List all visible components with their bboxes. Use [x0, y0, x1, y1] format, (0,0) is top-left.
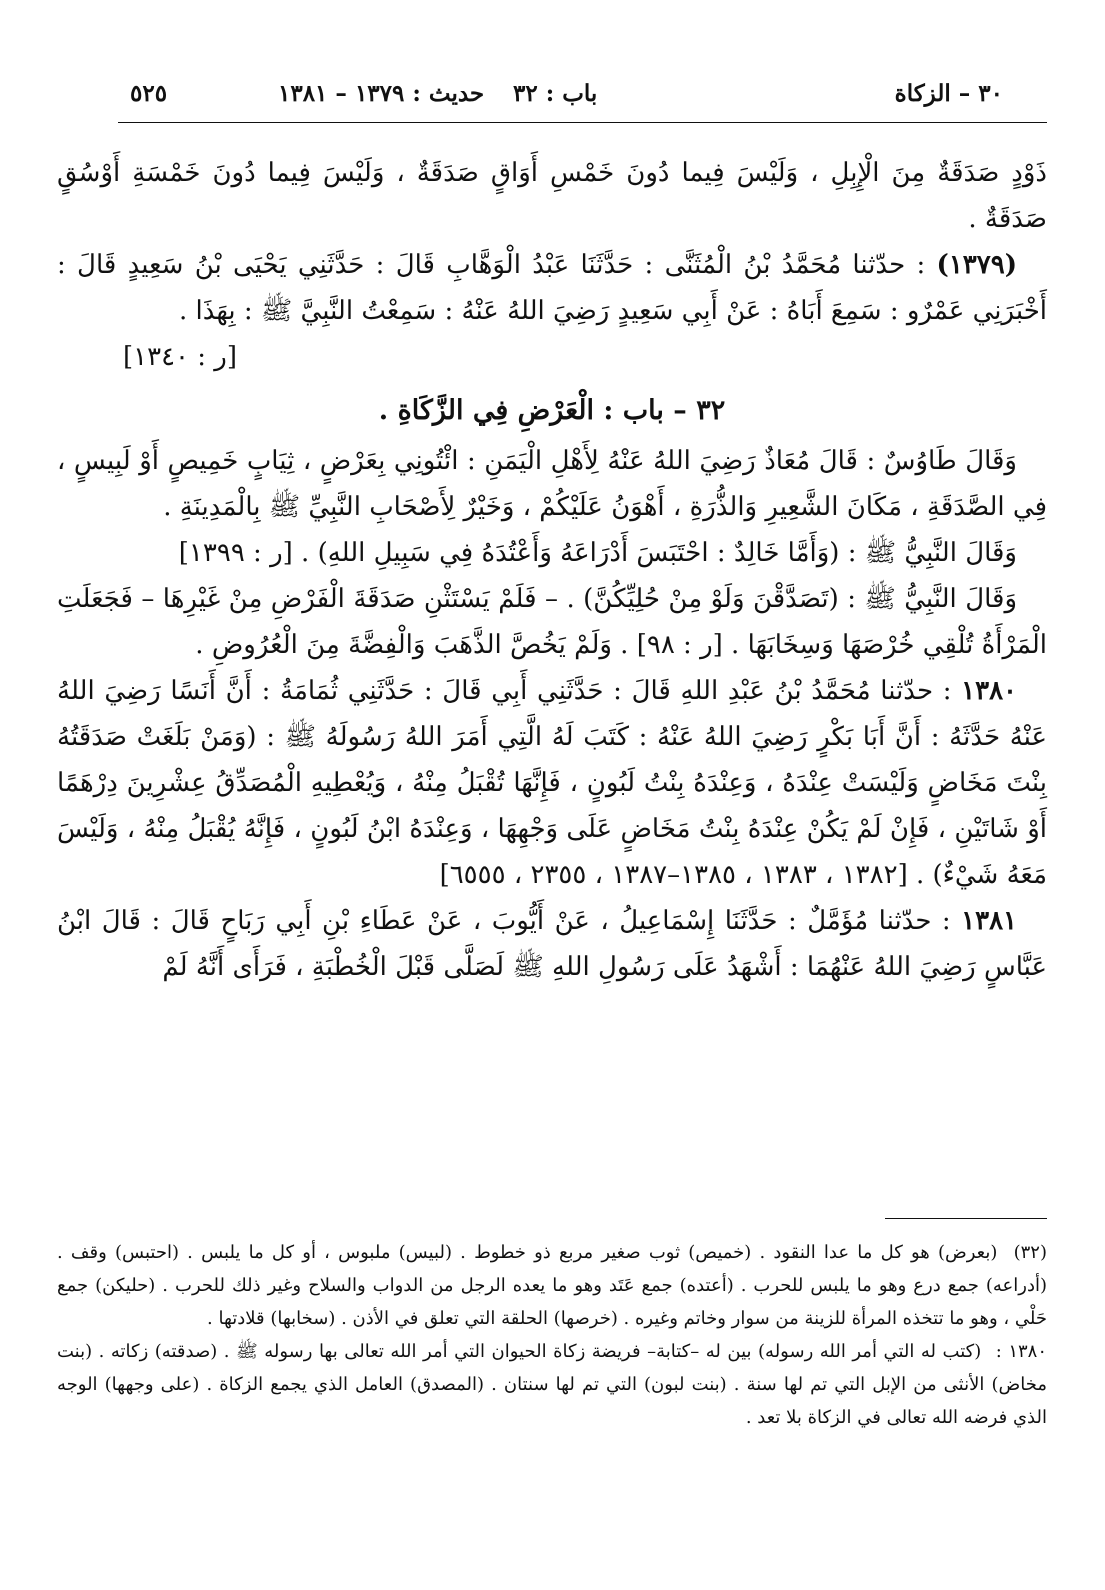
hadith-number: ١٣٨٠	[961, 676, 1017, 706]
footnote-number: (٣٢)	[1013, 1242, 1047, 1263]
hadith-text: : حدّثنا مُحَمَّدُ بْنُ عَبْدِ اللهِ قَالَ : حَدَّثَنِي أَبِي قَالَ : حَدَّثَنِي ثُمَامَةُ : أَنَّ أَنَسًا رَضِيَ اللهُ عَنْهُ حَدَّثَهُ : أَنَّ أَبَا بَكْرٍ رَضِيَ اللهُ عَنْهُ : كَتَبَ لَهُ الَّتِي أَمَرَ اللهُ رَسُولَهُ ﷺ : (وَمَنْ بَلَغَتْ صَدَقَتُهُ بِنْتَ مَخَاضٍ وَلَيْسَتْ عِنْدَهُ ، وَعِنْدَهُ بِنْتُ لَبُونٍ ، فَإِنَّهَا تُقْبَلُ مِنْهُ ، وَيُعْطِيهِ الْمُصَدِّقُ عِشْرِينَ دِرْهَمًا أَوْ شَاتَيْنِ ، فَإِنْ لَمْ يَكُنْ عِنْدَهُ بِنْتُ مَخَاضٍ عَلَى وَجْهِهَا ، وَعِنْدَهُ ابْنُ لَبُونٍ ، فَإِنَّهُ يُقْبَلُ مِنْهُ ، وَلَيْسَ مَعَهُ شَيْءٌ) . [١٣٨٢ ، ١٣٨٣ ، ١٣٨٥–١٣٨٧ ، ٢٣٥٥ ، ٦٥٥٥]	[57, 676, 1047, 890]
footnote-divider	[885, 1218, 1047, 1219]
footnote-1380	[57, 1335, 1047, 1434]
paragraph-tasaddaqna: وَقَالَ النَّبِيُّ ﷺ : (تَصَدَّقْنَ وَلَوْ مِنْ حُلِيِّكُنَّ) . – فَلَمْ يَسْتَثْنِ صَدَقَةَ الْفَرْضِ مِنْ غَيْرِهَا – فَجَعَلَتِ الْمَرْأَةُ تُلْقِي خُرْصَهَا وَسِخَابَهَا . [ر : ٩٨] . وَلَمْ يَخُصَّ الذَّهَبَ وَالْفِضَّةَ مِنَ الْعُرُوضِ .	[57, 584, 1047, 660]
hadith-1380	[57, 668, 1047, 898]
paragraph-tawus: وَقَالَ طَاوُسٌ : قَالَ مُعَاذٌ رَضِيَ اللهُ عَنْهُ لِأَهْلِ الْيَمَنِ : ائْتُونِي بِعَرْضٍ ، ثِيَابٍ خَمِيصٍ أَوْ لَبِيسٍ ، فِي الصَّدَقَةِ ، مَكَانَ الشَّعِيرِ وَالذُّرَةِ ، أَهْوَنُ عَلَيْكُمْ ، وَخَيْرٌ لِأَصْحَابِ النَّبِيِّ ﷺ بِالْمَدِينَةِ .	[57, 446, 1047, 522]
hadith-range: حديث : ١٣٧٩ – ١٣٨١	[278, 80, 485, 107]
main-text	[57, 150, 1047, 990]
chapter-title: ٣٠ – الزكاة	[894, 80, 1003, 107]
bab-number: باب : ٣٢	[513, 80, 598, 107]
cross-reference: [ر : ١٣٤٠]	[122, 342, 237, 372]
hadith-number: ١٣٨١	[961, 906, 1018, 936]
hadith-text: : حدّثنا مُؤَمَّلٌ : حَدَّثَنَا إِسْمَاعِيلُ ، عَنْ أَيُّوبَ ، عَنْ عَطَاءِ بْنِ أَبِي رَبَاحٍ قَالَ : قَالَ ابْنُ عَبَّاسٍ رَضِيَ اللهُ عَنْهُمَا : أَشْهَدُ عَلَى رَسُولِ اللهِ ﷺ لَصَلَّى قَبْلَ الْخُطْبَةِ ، فَرَأَى أَنَّهُ لَمْ	[57, 906, 1047, 982]
chapter-heading: ٣٢ – باب : الْعَرْضِ فِي الزَّكَاةِ .	[378, 395, 726, 426]
footnote-text: (كتب له التي أمر الله رسوله) بين له –كتابة– فريضة زكاة الحيوان التي أمر الله تعالى بها رسوله ﷺ . (صدقته) زكاته . (بنت مخاض) الأنثى من الإبل التي تم لها سنة . (بنت لبون) التي تم لها سنتان . (المصدق) العامل الذي يجمع الزكاة . (على وجهها) الوجه الذي فرضه الله تعالى في الزكاة بلا تعد .	[57, 1341, 1047, 1428]
footnote-text: (بعرض) هو كل ما عدا النقود . (خميص) ثوب صغير مربع ذو خطوط . (لبيس) ملبوس ، أو كل ما يلبس . (احتبس) وقف . (أدراعه) جمع درع وهو ما يلبس للحرب . (أعتده) جمع عَتَد وهو ما يعده الرجل من الدواب والسلاح وغير ذلك للحرب . (حليكن) جمع حَلْي ، وهو ما تتخذه المرأة للزينة من سوار وخاتم وغيره . (خرصها) الحلقة التي تعلق في الأذن . (سخابها) قلادتها .	[57, 1242, 1047, 1329]
hadith-text: : حدّثنا مُحَمَّدُ بْنُ الْمُثَنَّى : حَدَّثَنَا عَبْدُ الْوَهَّابِ قَالَ : حَدَّثَنِي يَحْيَى بْنُ سَعِيدٍ قَالَ : أَخْبَرَنِي عَمْرٌو : سَمِعَ أَبَاهُ : عَنْ أَبِي سَعِيدٍ رَضِيَ اللهُ عَنْهُ : سَمِعْتُ النَّبِيَّ ﷺ : بِهَذَا .	[57, 250, 1047, 326]
running-header	[118, 72, 1047, 123]
hadith-1381	[57, 898, 1047, 990]
hadith-1379	[57, 242, 1047, 334]
footnote-number: ١٣٨٠ :	[995, 1341, 1047, 1362]
footnote-32	[57, 1236, 1047, 1335]
hadith-number: (١٣٧٩)	[936, 250, 1017, 280]
footnotes	[57, 1236, 1047, 1434]
paragraph-khalid: وَقَالَ النَّبِيُّ ﷺ : (وَأَمَّا خَالِدٌ : احْتَبَسَ أَدْرَاعَهُ وَأَعْتُدَهُ فِي سَبِيلِ اللهِ) . [ر : ١٣٩٩]	[178, 538, 1017, 568]
continuation-paragraph: ذَوْدٍ صَدَقَةٌ مِنَ الْإِبِلِ ، وَلَيْسَ فِيما دُونَ خَمْسِ أَوَاقٍ صَدَقَةٌ ، وَلَيْسَ فِيما دُونَ خَمْسَةِ أَوْسُقٍ صَدَقَةٌ .	[57, 158, 1047, 234]
page-number: ٥٢٥	[130, 80, 168, 107]
